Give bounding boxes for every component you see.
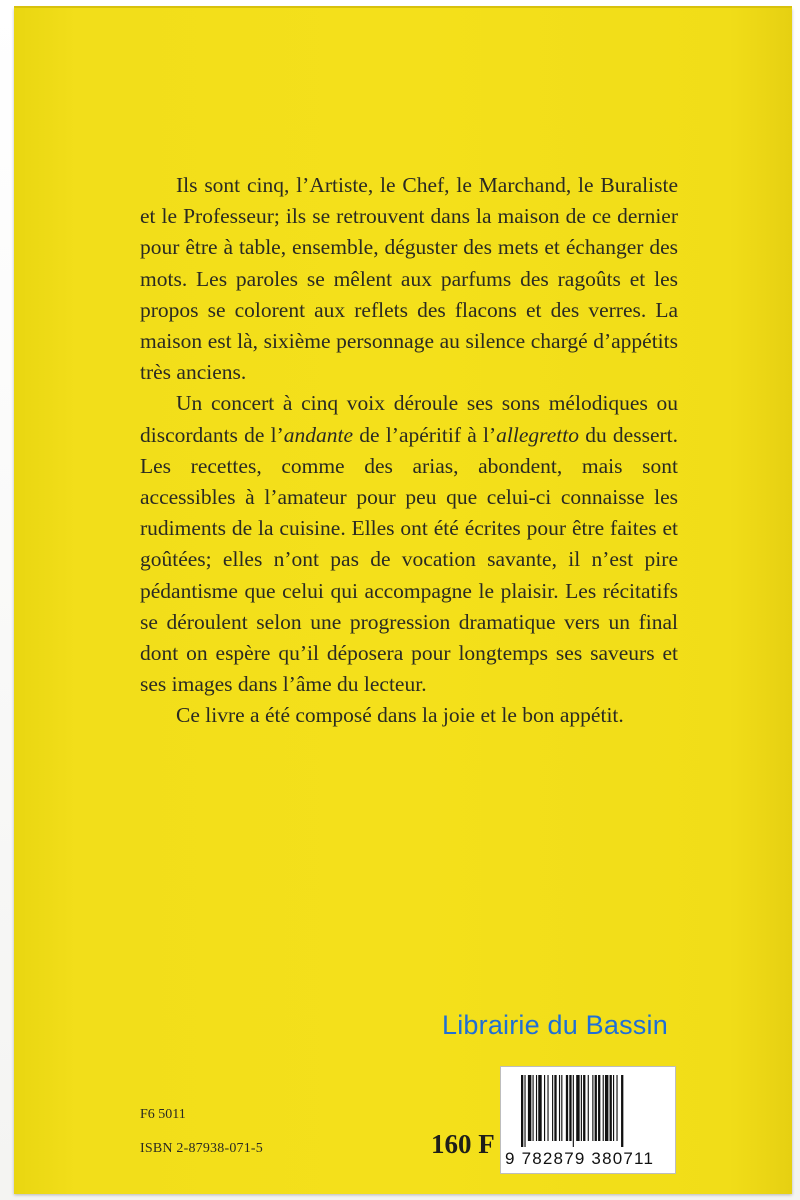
barcode-bar <box>533 1075 534 1141</box>
barcode-bar <box>576 1075 579 1141</box>
bookseller-stamp: Librairie du Bassin <box>442 1010 668 1040</box>
barcode-bar <box>569 1075 571 1141</box>
barcode-bar <box>524 1075 525 1147</box>
price-label: 160 F <box>431 1129 495 1159</box>
barcode-bar <box>581 1075 582 1141</box>
barcode-bar <box>559 1075 560 1141</box>
barcode-bar <box>566 1075 568 1141</box>
blurb-paragraph-2 <box>140 388 678 700</box>
barcode-bar <box>528 1075 531 1141</box>
barcode-icon <box>519 1075 659 1147</box>
barcode-bar <box>592 1075 593 1141</box>
barcode-digits: 9 782879 380711 <box>505 1149 655 1168</box>
barcode-bar <box>552 1075 553 1141</box>
isbn-number: ISBN 2-87938-071-5 <box>140 1141 263 1156</box>
barcode-bar <box>621 1075 623 1147</box>
barcode-bar <box>547 1075 548 1141</box>
barcode-bar <box>554 1075 556 1141</box>
barcode-bar <box>536 1075 537 1141</box>
barcode-bar <box>616 1075 617 1141</box>
blurb-p2-italic-andante: andante <box>283 422 354 447</box>
barcode-bar <box>588 1075 589 1141</box>
catalog-code: F6 5011 <box>140 1107 186 1122</box>
barcode-bar <box>538 1075 541 1141</box>
barcode-bar <box>610 1075 612 1141</box>
barcode-bar <box>603 1075 604 1141</box>
blurb-paragraph-1: Ils sont cinq, l’Artiste, le Chef, le Marchand, le Buraliste et le Professeur; ils se retrouvent dans la maison de ce dernier pour être à table, ensemble, déguster des mets et échanger des mots. Les paroles se mêlent aux parfums des ragoûts et les propos se colorent aux reflets des flacons et des verres. La maison est là, sixième personnage au silence chargé d’appétits très anciens. <box>140 173 678 385</box>
barcode-bar <box>521 1075 523 1147</box>
back-cover-blurb <box>140 170 678 732</box>
blurb-p2-text-1: Un concert à cinq voix déroule ses sons mélodiques ou discordants de l’ <box>140 391 678 447</box>
blurb-p2-text-2: de l’apéritif à l’ <box>353 422 497 447</box>
blurb-paragraph-3: Ce livre a été composé dans la joie et le bon appétit. <box>176 703 624 728</box>
barcode-bar <box>598 1075 600 1141</box>
barcode-bar <box>583 1075 585 1141</box>
barcode-bar <box>595 1075 597 1141</box>
barcode-bar <box>605 1075 608 1141</box>
barcode-bar <box>561 1075 562 1141</box>
barcode-bar <box>544 1075 545 1141</box>
barcode-bar <box>573 1075 574 1147</box>
barcode-bar <box>613 1075 614 1141</box>
barcode-sticker <box>500 1066 676 1174</box>
blurb-p2-text-3: du dessert. Les recettes, comme des arias, abondent, mais sont accessibles à l’amateur pour peu que celui-ci connaisse les rudiments de la cuisine. Elles ont été écrites pour être faites et goûtées; elles n’ont pas de vocation savante, il n’est pire pédantisme que celui qui accompagne le plaisir. Les récitatifs se déroulent selon une progression dramatique vers un final dont on espère qu’il déposera pour longtemps ses saveurs et ses images dans l’âme du lecteur. <box>140 422 678 697</box>
blurb-p2-italic-allegretto: allegretto <box>496 422 579 447</box>
